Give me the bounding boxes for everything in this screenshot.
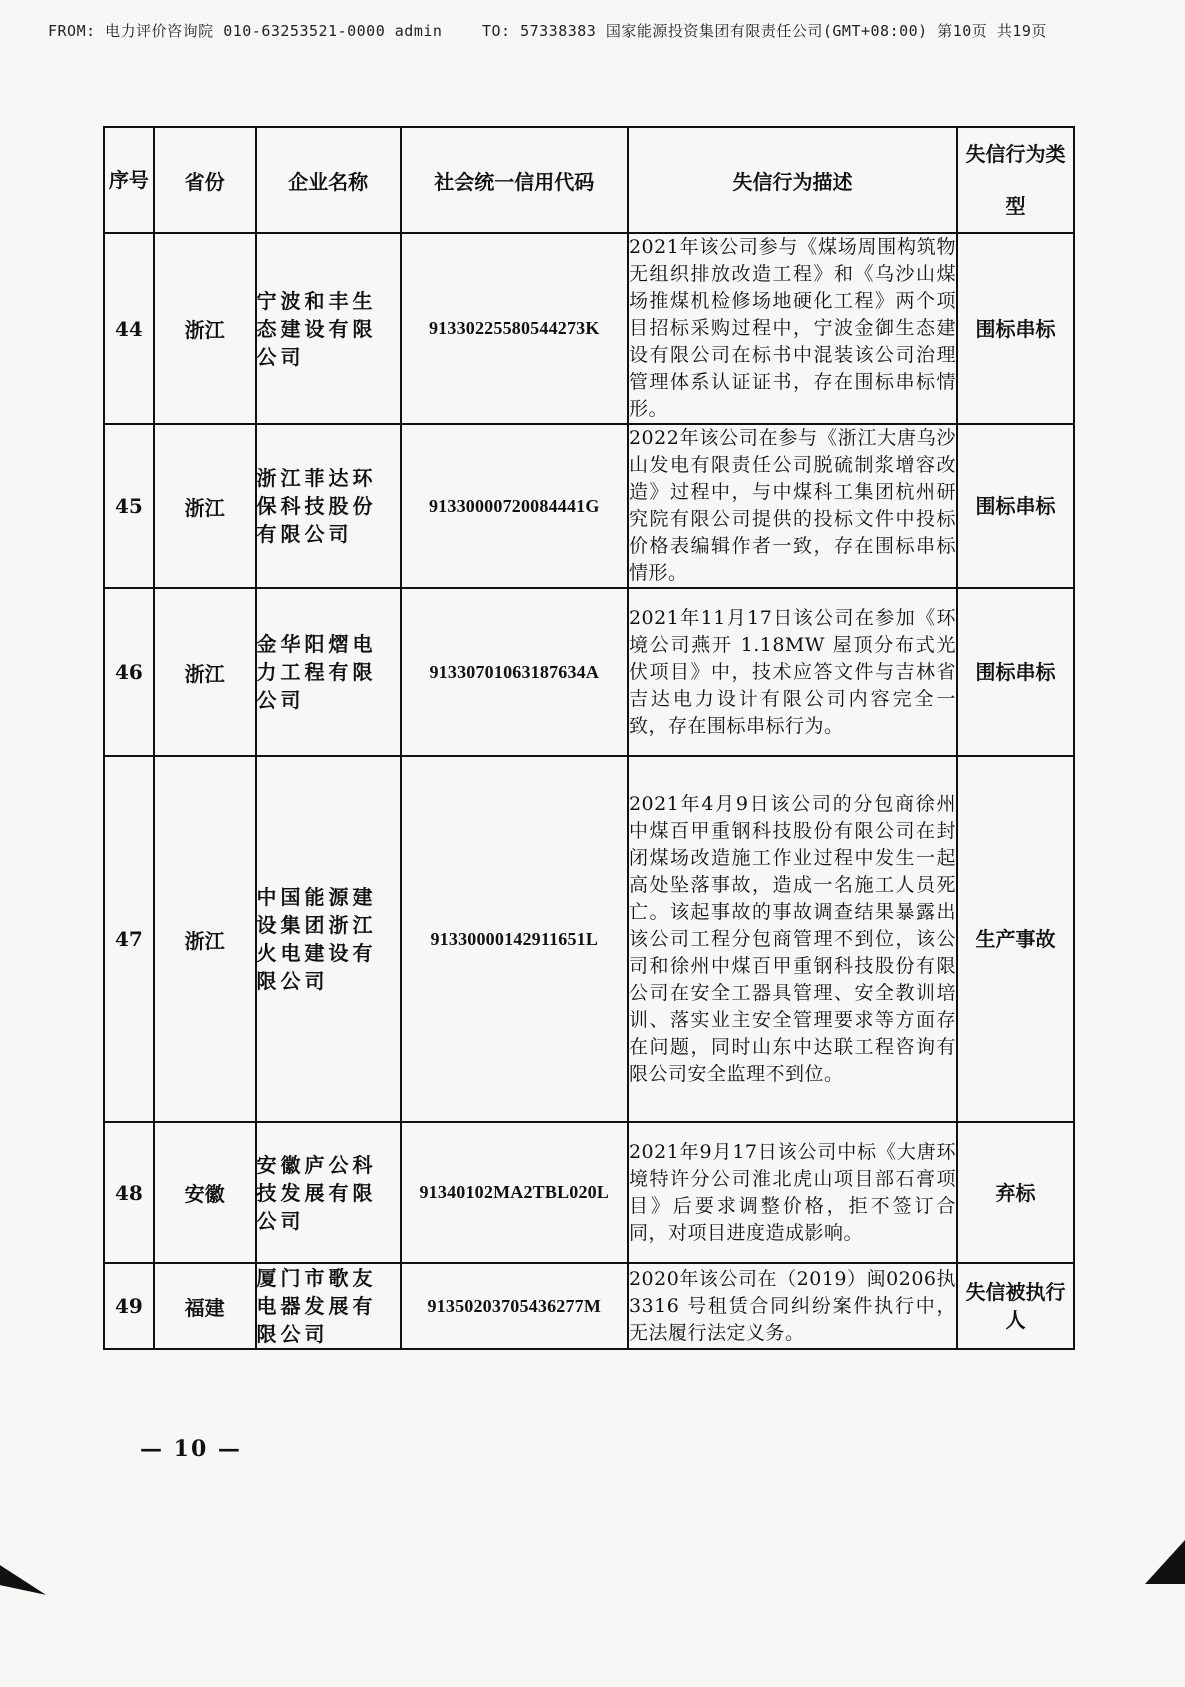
- cell-description: 2021年该公司参与《煤场周围构筑物无组织排放改造工程》和《乌沙山煤场推煤机检修场地硬化工程》两个项目招标采购过程中，宁波金御生态建设有限公司在标书中混装该公司治理管理体系认证证书，存在围标串标情形。: [628, 233, 957, 424]
- header-description: 失信行为描述: [628, 127, 957, 233]
- cell-seq: 47: [104, 756, 154, 1122]
- table-row: [104, 424, 1074, 588]
- cell-seq: 44: [104, 233, 154, 424]
- cell-province: 安徽: [154, 1122, 256, 1263]
- fax-from: FROM: 电力评价咨询院 010-63253521-0000 admin: [48, 22, 443, 40]
- header-code: 社会统一信用代码: [401, 127, 628, 233]
- cell-description: 2021年4月9日该公司的分包商徐州中煤百甲重钢科技股份有限公司在封闭煤场改造施工作业过程中发生一起高处坠落事故，造成一名施工人员死亡。该起事故的事故调查结果暴露出该公司工程分包商管理不到位，该公司和徐州中煤百甲重钢科技股份有限公司在安全工器具管理、安全教训培训、落实业主安全管理要求等方面存在问题，同时山东中达联工程咨询有限公司安全监理不到位。: [628, 756, 957, 1122]
- cell-description: 2021年11月17日该公司在参加《环境公司燕开 1.18MW 屋顶分布式光伏项目》中，技术应答文件与吉林省吉达电力设计有限公司内容完全一致，存在围标串标行为。: [628, 588, 957, 756]
- fax-to: TO: 57338383 国家能源投资集团有限责任公司(GMT+08:00) 第10页 共19页: [481, 22, 1047, 40]
- page-number: — 10 —: [140, 1436, 242, 1462]
- table-header-row: [104, 127, 1074, 233]
- cell-company: 安徽庐公科技发展有限公司: [256, 1122, 401, 1263]
- corner-mark-left: [0, 1565, 46, 1595]
- header-type: 失信行为类型: [957, 127, 1074, 233]
- cell-province: 浙江: [154, 233, 256, 424]
- header-province: 省份: [154, 127, 256, 233]
- cell-code: 91330701063187634A: [401, 588, 628, 756]
- cell-type: 弃标: [957, 1122, 1074, 1263]
- corner-mark-right: [1145, 1540, 1185, 1584]
- cell-company: 金华阳熠电力工程有限公司: [256, 588, 401, 756]
- cell-code: 91330225580544273K: [401, 233, 628, 424]
- fax-header: [48, 20, 1148, 41]
- cell-code: 913502037054362​77M: [401, 1263, 628, 1349]
- cell-type: 围标串标: [957, 233, 1074, 424]
- cell-seq: 45: [104, 424, 154, 588]
- cell-type: 失信被执行人: [957, 1263, 1074, 1349]
- header-company: 企业名称: [256, 127, 401, 233]
- cell-type: 围标串标: [957, 424, 1074, 588]
- table-row: [104, 756, 1074, 1122]
- table-row: [104, 1122, 1074, 1263]
- cell-company: 浙江菲达环保科技股份有限公司: [256, 424, 401, 588]
- cell-company: 中国能源建设集团浙江火电建设有限公司: [256, 756, 401, 1122]
- table-row: [104, 588, 1074, 756]
- cell-description: 2020年该公司在（2019）闽0206执 3316 号租赁合同纠纷案件执行中，无法履行法定义务。: [628, 1263, 957, 1349]
- cell-seq: 46: [104, 588, 154, 756]
- cell-description: 2021年9月17日该公司中标《大唐环境特许分公司淮北虎山项目部石膏项目》后要求调整价格，拒不签订合同，对项目进度造成影响。: [628, 1122, 957, 1263]
- cell-code: 91330000720084441G: [401, 424, 628, 588]
- cell-province: 浙江: [154, 588, 256, 756]
- table-row: [104, 1263, 1074, 1349]
- cell-province: 浙江: [154, 756, 256, 1122]
- cell-type: 生产事故: [957, 756, 1074, 1122]
- cell-description: 2022年该公司在参与《浙江大唐乌沙山发电有限责任公司脱硫制浆增容改造》过程中，与中煤科工集团杭州研究院有限公司提供的投标文件中投标价格表编辑作者一致，存在围标串标情形。: [628, 424, 957, 588]
- cell-province: 福建: [154, 1263, 256, 1349]
- cell-code: 91340102MA2TBL020L: [401, 1122, 628, 1263]
- cell-type: 围标串标: [957, 588, 1074, 756]
- cell-company: 厦门市歌友电器发展有限公司: [256, 1263, 401, 1349]
- dishonesty-table: [103, 126, 1075, 1350]
- cell-province: 浙江: [154, 424, 256, 588]
- cell-seq: 48: [104, 1122, 154, 1263]
- cell-seq: 49: [104, 1263, 154, 1349]
- table-row: [104, 233, 1074, 424]
- header-seq: 序号: [104, 127, 154, 233]
- cell-company: 宁波和丰生态建设有限公司: [256, 233, 401, 424]
- cell-code: 91330000142911651L: [401, 756, 628, 1122]
